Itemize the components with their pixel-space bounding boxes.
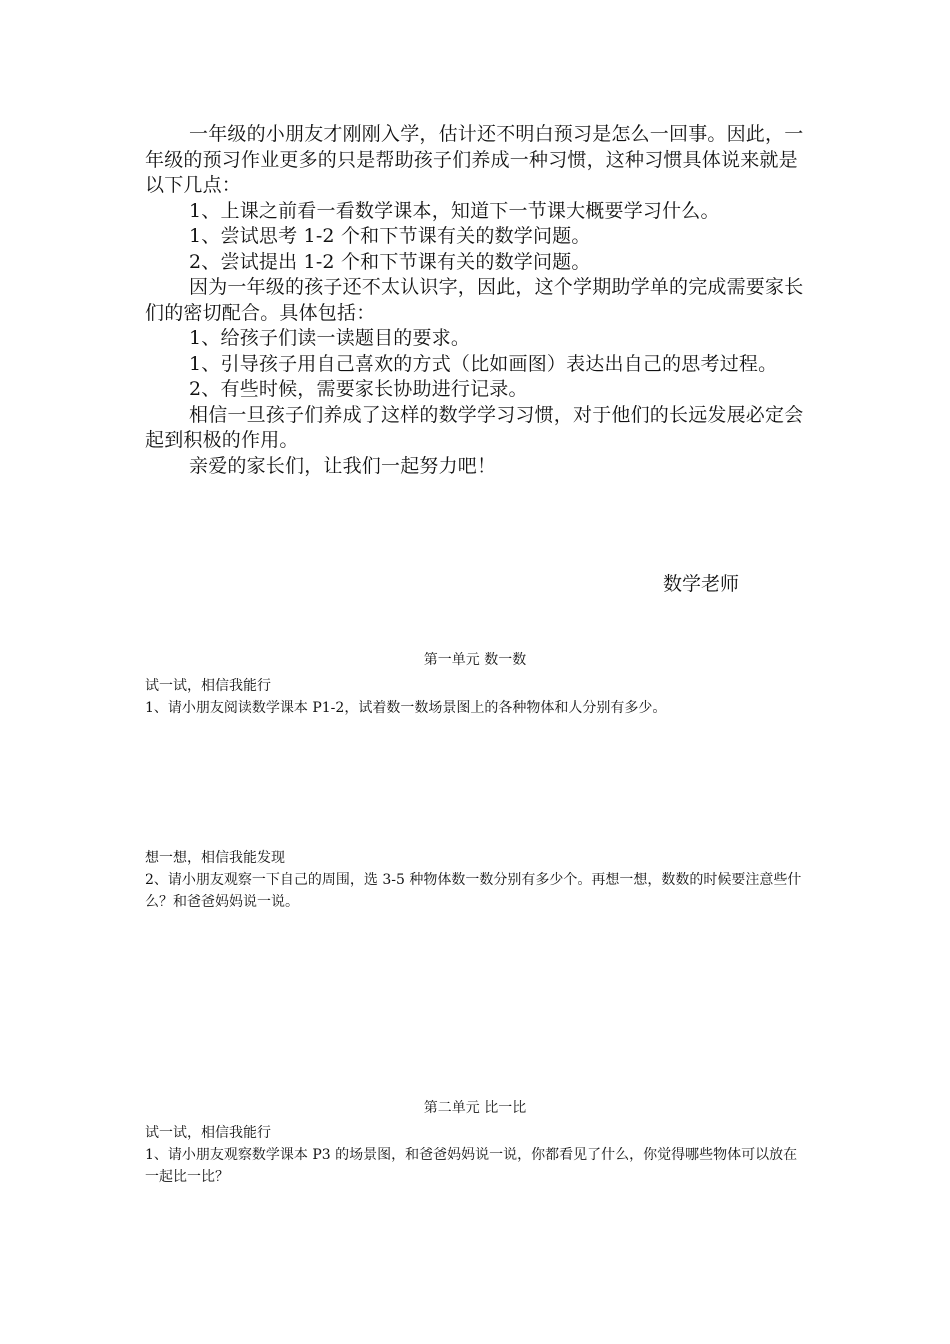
section-heading: 试一试，相信我能行	[145, 678, 271, 694]
unit-1-title: 第一单元 数一数	[423, 652, 527, 668]
intro-paragraph: 1、引导孩子用自己喜欢的方式（比如画图）表达出自己的思考过程。	[189, 352, 778, 375]
intro-paragraph: 因为一年级的孩子还不太认识字，因此，这个学期助学单的完成需要家长们的密切配合。具体包括：	[145, 276, 804, 324]
signature: 数学老师	[663, 573, 740, 595]
section-heading: 想一想，相信我能发现	[145, 850, 285, 866]
task-text: 2、请小朋友观察一下自己的周围，选 3-5 种物体数一数分别有多少个。再想一想，数数的时候要注意些什么？和爸爸妈妈说一说。	[145, 872, 802, 910]
intro-paragraph: 1、上课之前看一看数学课本，知道下一节课大概要学习什么。	[189, 199, 720, 222]
unit-1-section-2	[145, 847, 810, 913]
intro-paragraph: 1、尝试思考 1-2 个和下节课有关的数学问题。	[189, 225, 591, 247]
unit-2-title: 第二单元 比一比	[423, 1100, 527, 1116]
intro-paragraph: 相信一旦孩子们养成了这样的数学学习习惯，对于他们的长远发展必定会起到积极的作用。	[145, 403, 804, 451]
intro-letter	[145, 122, 810, 479]
unit-1-section-1	[145, 675, 810, 719]
unit-2-section-1	[145, 1122, 810, 1188]
intro-paragraph: 一年级的小朋友才刚刚入学，估计还不明白预习是怎么一回事。因此，一年级的预习作业更多的只是帮助孩子们养成一种习惯，这种习惯具体说来就是以下几点：	[145, 123, 804, 196]
intro-paragraph: 亲爱的家长们，让我们一起努力吧！	[189, 454, 497, 477]
section-heading: 试一试，相信我能行	[145, 1125, 271, 1141]
task-text: 1、请小朋友阅读数学课本 P1-2，试着数一数场景图上的各种物体和人分别有多少。	[145, 700, 667, 716]
intro-paragraph: 2、有些时候，需要家长协助进行记录。	[189, 378, 528, 400]
task-text: 1、请小朋友观察数学课本 P3 的场景图，和爸爸妈妈说一说，你都看见了什么，你觉得哪些物体可以放在一起比一比？	[145, 1147, 798, 1185]
intro-paragraph: 1、给孩子们读一读题目的要求。	[189, 327, 471, 349]
intro-paragraph: 2、尝试提出 1-2 个和下节课有关的数学问题。	[189, 250, 591, 273]
